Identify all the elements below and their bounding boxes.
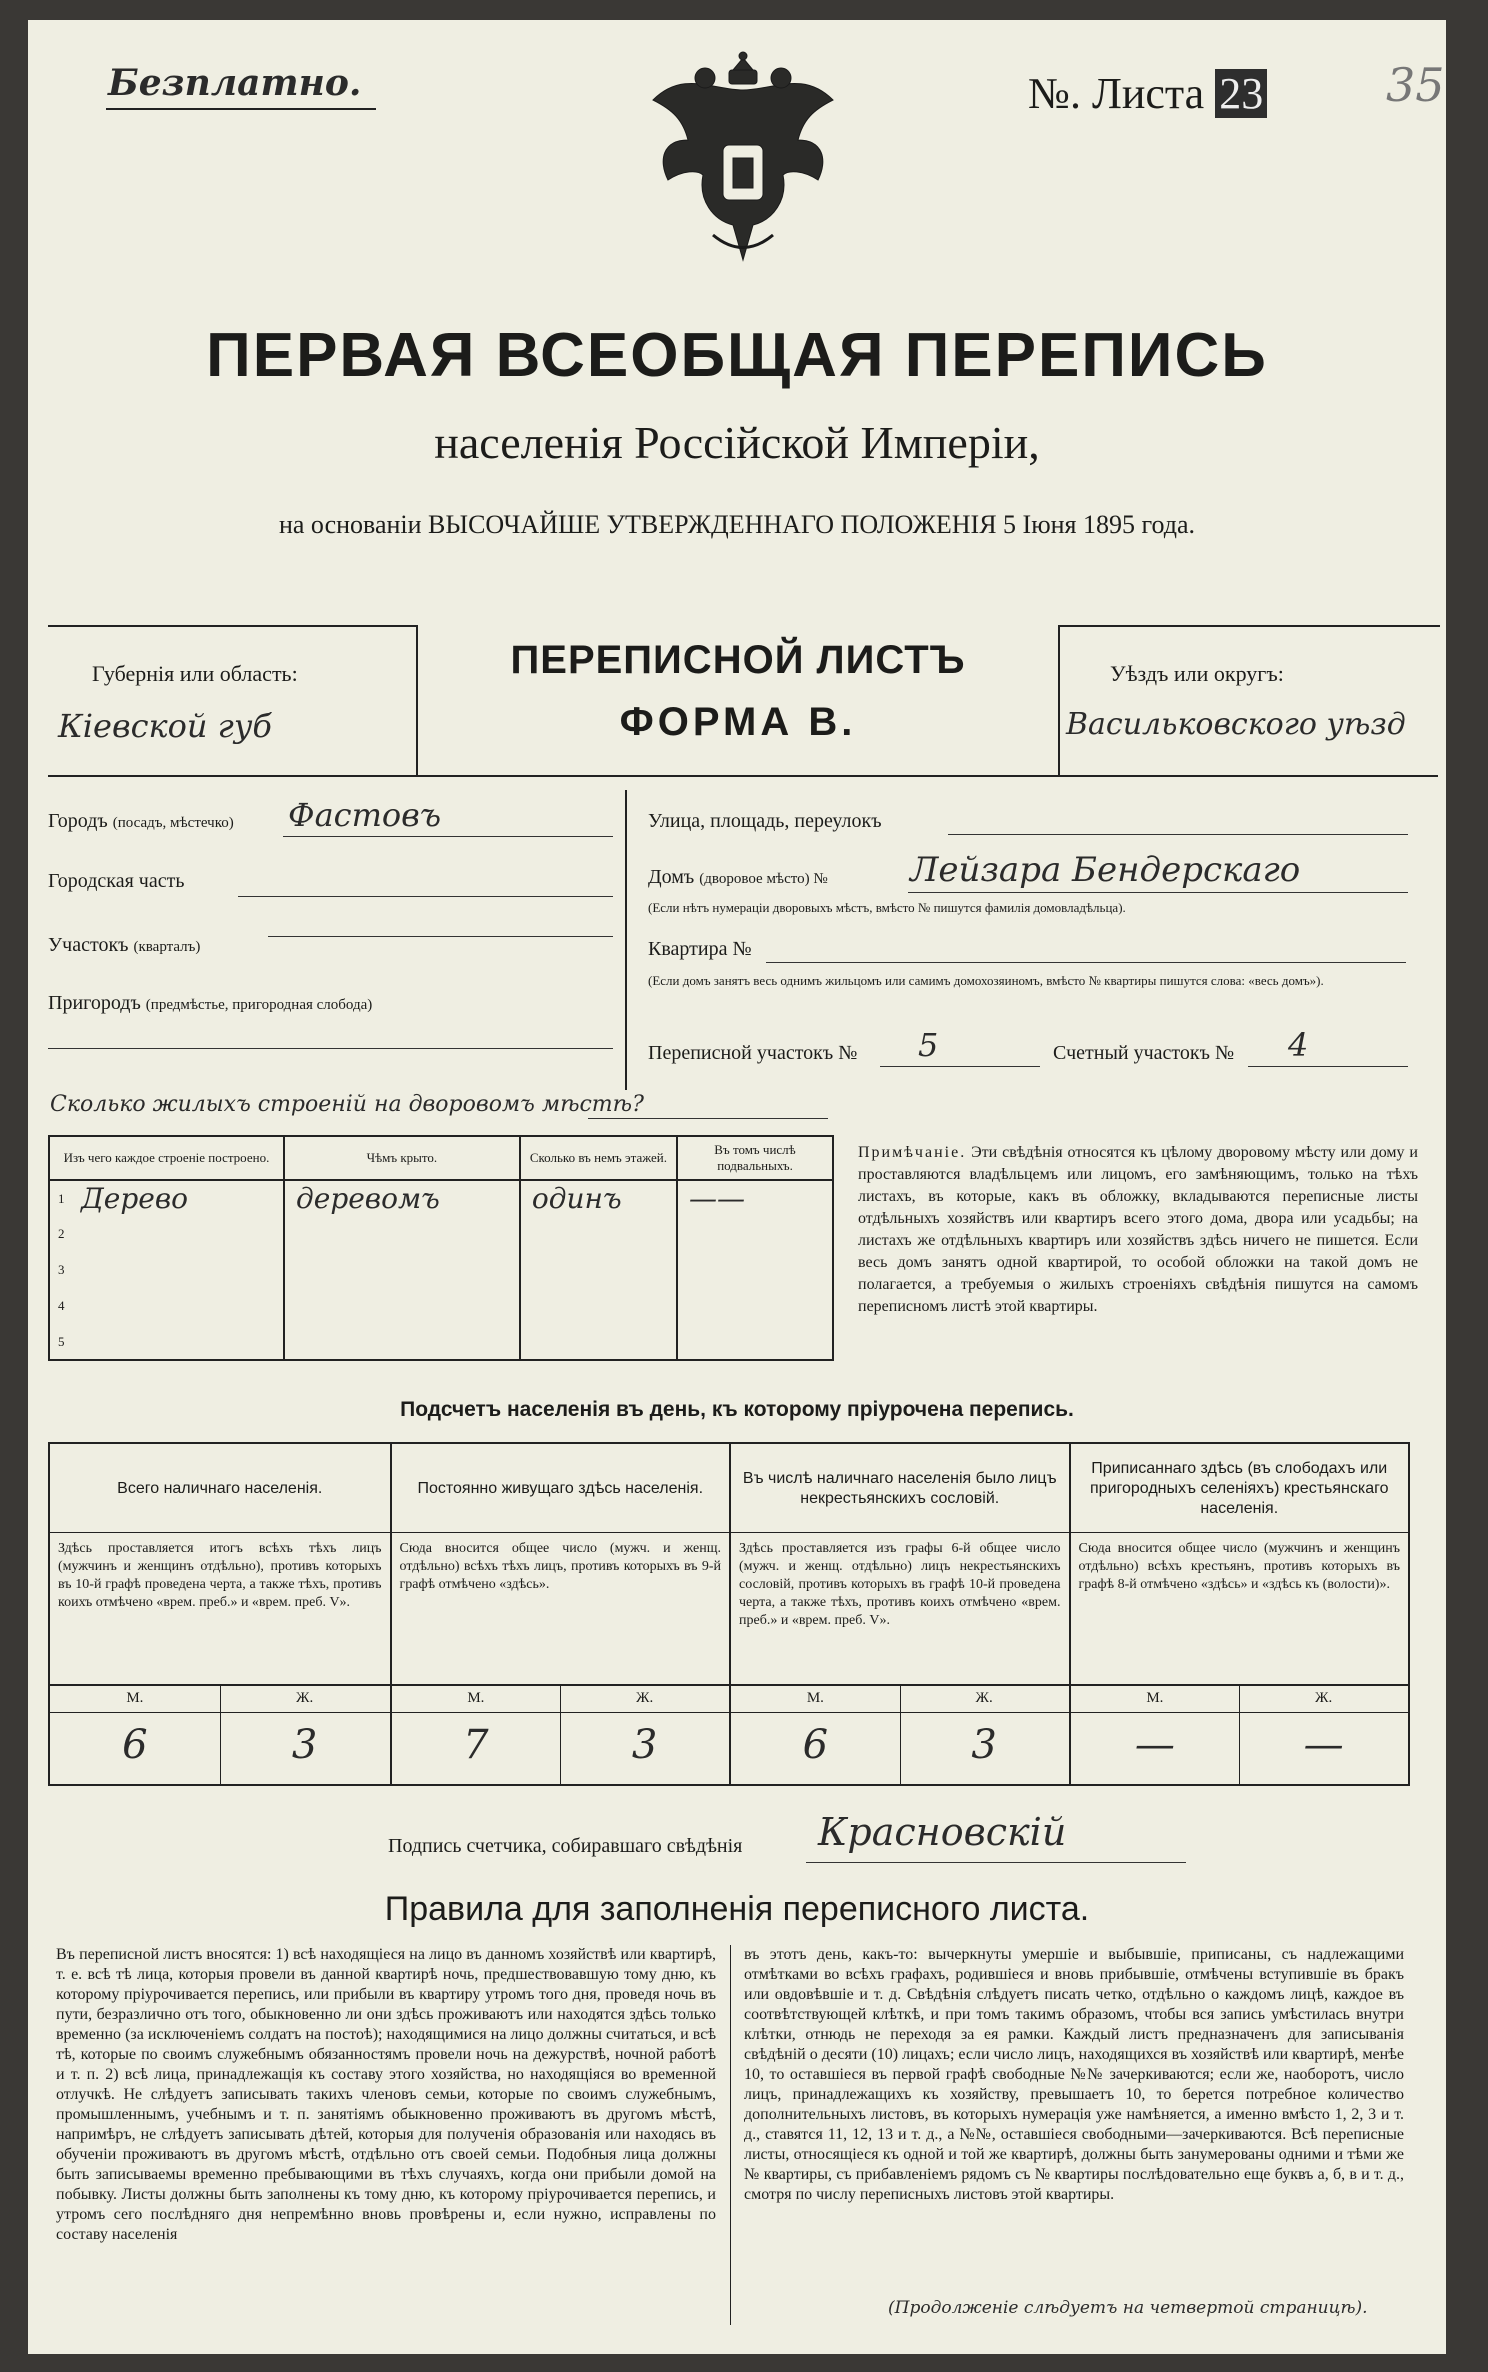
- buildings-cell-material: [49, 1216, 284, 1252]
- count-label-divider: [392, 1712, 730, 1713]
- count-value-m: 6: [802, 1722, 829, 1768]
- count-label-m: М.: [806, 1690, 824, 1706]
- buildings-question: Сколько жилыхъ строеній на дворовомъ мѣстѣ?: [50, 1092, 644, 1117]
- buildings-value-floors: одинъ: [531, 1182, 622, 1215]
- count-label-divider: [731, 1712, 1069, 1713]
- count-head-divider: [392, 1532, 730, 1533]
- corner-mark: 35: [1386, 58, 1445, 112]
- flat-note: (Если домъ занятъ весь однимъ жильцомъ или самимъ домохозяиномъ, вмѣсто № квартиры пишутся слова: «весь домъ»).: [648, 973, 1324, 988]
- count-column-desc: Сюда вносится общее число (мужч. и женщ. отдѣльно) всѣхъ тѣхъ лицъ, противъ которыхъ въ 9-й графѣ отмѣчено «здѣсь».: [399, 1541, 721, 1592]
- count-label-m: М.: [1146, 1690, 1164, 1706]
- buildings-value-roof: деревомъ: [296, 1182, 440, 1215]
- form-name: ПЕРЕПИСНОЙ ЛИСТЪ: [510, 638, 966, 682]
- buildings-cell-material: [49, 1324, 284, 1360]
- sheet-number-label: №. Листа: [1028, 69, 1205, 118]
- count-area-label: Счетный участокъ №: [1053, 1042, 1235, 1064]
- buildings-row: [49, 1324, 833, 1360]
- uezd-label: Уѣздъ или округъ:: [1110, 661, 1284, 686]
- buildings-header-material: Изъ чего каждое строеніе построено.: [49, 1136, 284, 1180]
- buildings-question-line: [588, 1118, 828, 1119]
- chast-line: [238, 896, 613, 897]
- count-column-head: Всего наличнаго населенія.: [117, 1480, 323, 1497]
- note-text: Эти свѣдѣнія относятся къ цѣлому дворовому мѣсту или дому и проставляются владѣльцемъ или лицомъ, его замѣняющимъ, только на тѣхъ листахъ, въ которые, какъ въ обложку, вкладываются переписные листы отдѣльныхъ хозяйствъ или квартиръ всего этого дома, двора или усадьбы; на листахъ же отдѣльныхъ квартиръ или хозяйствъ здѣсь ничего не пишется. Если весь домъ занятъ одной квартирой, то особой обложки на такой домъ не полагается, а требуемыя о жилыхъ строеніяхъ свѣдѣнія пишутся на самомъ переписномъ листѣ этой квартиры.: [858, 1144, 1418, 1315]
- count-label-m: М.: [467, 1690, 485, 1706]
- buildings-value-material: Дерево: [81, 1182, 188, 1215]
- buildings-row: [49, 1252, 833, 1288]
- buildings-value-basement: ——: [689, 1182, 746, 1215]
- census-area-value: 5: [918, 1026, 939, 1064]
- free-label: Безплатно.: [108, 62, 362, 104]
- uchastok-hint: (кварталъ): [133, 939, 201, 955]
- sheet-number-value: 23: [1215, 69, 1267, 118]
- gorod-hint: (посадъ, мѣстечко): [112, 815, 234, 831]
- house-label: Домъ: [648, 866, 695, 888]
- prigorod-row: [48, 992, 372, 1015]
- rules-col1: Въ переписной листъ вносятся: 1) всѣ находящіеся на лицо въ данномъ хозяйствѣ или квартирѣ, т. е. всѣ тѣ лица, которыя провели въ данной квартирѣ ночь, предшествовавшую тому дню, къ которому пріурочивается перепись, или прибыли въ квартиру утромъ того дня, проведя ночь въ пути, безразлично отъ того, обыкновенно ли они здѣсь проживаютъ или находятся здѣсь только временно (за исключеніемъ солдатъ на постоѣ); находящимися на лицо должны считаться, и всѣ тѣ, которые по своимъ служебнымъ обязанностямъ провели ночь на дежурствѣ, ночной работѣ и т. п. 2) всѣ лица, принадлежащія къ составу этого хозяйства, но находящіяся во временной отлучкѣ. Не слѣдуетъ записывать такихъ членовъ семьи, которые по своимъ служебнымъ, промышленнымъ, учебнымъ и т. п. занятіямъ обыкновенно проживаютъ въ другомъ мѣстѣ, напримѣръ, не слѣдуетъ записывать дѣтей, которыя для полученія образованія или находясь въ обученіи проживаютъ въ другомъ мѣстѣ, отдѣльно отъ своей семьи. Подобныя лица должны быть записываемы временно пребывающими въ тѣхъ случаяхъ, когда они прибыли домой на побывку. Листы должны быть заполнены къ тому дню, къ которому пріурочивается перепись, и утромъ сего послѣдняго дня непремѣнно вновь провѣрены и, если нужно, исправлены по составу населенія: [56, 1946, 716, 2243]
- uchastok-line: [268, 936, 613, 937]
- address-divider: [625, 790, 627, 1090]
- gubernia-box: [48, 625, 418, 777]
- gorod-line: [283, 836, 613, 837]
- count-column-head: Приписаннаго здѣсь (въ слободахъ или пригородныхъ селеніяхъ) крестьянскаго населенія.: [1090, 1460, 1389, 1517]
- rules-continued: (Продолженіе слѣдуетъ на четвертой страницѣ).: [888, 2298, 1368, 2318]
- count-value-zh: 3: [291, 1722, 318, 1768]
- basis-line: на основаніи ВЫСОЧАЙШЕ УТВЕРЖДЕННАГО ПОЛОЖЕНІЯ 5 Іюня 1895 года.: [278, 510, 1196, 539]
- uezd-value: Васильковского уѣзд: [1066, 707, 1406, 742]
- buildings-cell-floors: [520, 1324, 677, 1360]
- count-label-zh: Ж.: [296, 1690, 314, 1706]
- house-hint: (дворовое мѣсто) №: [699, 871, 828, 887]
- buildings-header-roof: Чѣмъ крыто.: [284, 1136, 520, 1180]
- count-column-head: Постоянно живущаго здѣсь населенія.: [417, 1480, 704, 1497]
- uezd-box: [1058, 625, 1440, 777]
- uchastok-label: Участокъ: [48, 934, 129, 956]
- signature-value: Красновскій: [818, 1810, 1067, 1854]
- buildings-cell-basement: [677, 1324, 833, 1360]
- buildings-cell-material: [49, 1252, 284, 1288]
- count-label-m: М.: [126, 1690, 144, 1706]
- count-label-divider: [50, 1712, 390, 1713]
- gorod-row: [48, 810, 234, 833]
- count-head-divider: [1071, 1532, 1409, 1533]
- rules-col2: въ этотъ день, какъ-то: вычеркнуты умершіе и выбывшіе, приписаны, съ надлежащими отмѣтками во всѣхъ графахъ, родившіеся и вновь прибывшіе, отмѣчены вступившіе въ бракъ или овдовѣвшіе и т. д. Свѣдѣнія слѣдуетъ писать четко, отдѣльно о каждомъ лицѣ, каждое въ соотвѣтствующей клѣткѣ, и при томъ такимъ образомъ, чтобы вся запись умѣстилась внутри клѣтки, отнюдь не переходя за ея рамки. Каждый листъ предназначенъ для записыванія свѣдѣній о десяти (10) лицахъ; если число лицъ, находящихся въ хозяйствѣ или квартирѣ, менѣе 10, то оставшіеся въ первой графѣ свободные №№ зачеркиваются; если же, наоборотъ, число лицъ, принадлежащихъ къ хозяйству, превышаетъ 10, то берется потребное количество дополнительныхъ листовъ, въ которыхъ нумерація уже намѣняется, а именно вмѣсто 1, 2, 3 и т. д., ставятся 11, 12, 13 и т. д., а №№, оставшіеся свободными—зачеркиваются. Всѣ переписные листы, относящіеся къ одной и той же квартирѣ, должны быть занумерованы одними и тѣми же № квартиры, съ прибавленіемъ рядомъ съ № квартиры послѣдовательно еще буквъ а, б, в и т. д., смотря по числу переписныхъ листовъ этой квартиры.: [744, 1946, 1404, 2203]
- count-value-m: 6: [122, 1722, 148, 1768]
- gubernia-value: Кіевской губ: [58, 707, 272, 745]
- count-table: [48, 1442, 1410, 1786]
- buildings-header-floors: Сколько въ немъ этажей.: [520, 1136, 677, 1180]
- buildings-row: [49, 1180, 833, 1216]
- house-value: Лейзара Бендерскаго: [910, 850, 1301, 890]
- flat-label: Квартира №: [648, 938, 752, 960]
- buildings-cell-floors: [520, 1252, 677, 1288]
- count-column: [390, 1444, 730, 1784]
- free-underline: [106, 108, 376, 110]
- street-line: [948, 834, 1408, 835]
- census-area-label: Переписной участокъ №: [648, 1042, 858, 1064]
- buildings-cell-floors: [520, 1180, 677, 1216]
- buildings-row-number: 5: [58, 1334, 65, 1349]
- rules-divider: [730, 1945, 731, 2325]
- count-head-divider: [731, 1532, 1069, 1533]
- buildings-cell-roof: [284, 1216, 520, 1252]
- gorod-value: Фастовъ: [288, 796, 442, 834]
- count-label-zh: Ж.: [1315, 1690, 1333, 1706]
- buildings-table: [48, 1135, 834, 1361]
- count-column-desc: Здѣсь проставляется изъ графы 6-й общее число (мужч. и женщ. отдѣльно) лицъ некрестьянскихъ сословій, противъ которыхъ въ графѣ 10-й проведена черта, а также тѣхъ, противъ коихъ отмѣчено «врем. преб.» и «врем. преб. V».: [739, 1541, 1061, 1628]
- count-column-head: Въ числѣ наличнаго населенія было лицъ некрестьянскихъ сословій.: [742, 1470, 1057, 1507]
- buildings-row-number: 3: [58, 1262, 65, 1277]
- buildings-cell-roof: [284, 1288, 520, 1324]
- uchastok-row: [48, 934, 200, 957]
- count-label-zh: Ж.: [636, 1690, 654, 1706]
- signature-line: [806, 1862, 1186, 1863]
- address-left: [48, 796, 623, 1070]
- house-row: [648, 866, 828, 889]
- count-column-desc: Здѣсь проставляется итогъ всѣхъ тѣхъ лицъ (мужчинъ и женщинъ отдѣльно), противъ которыхъ въ 10-й графѣ проведена черта, а также тѣхъ, противъ коихъ отмѣчено «врем. преб.» и «врем. преб. V».: [58, 1541, 382, 1610]
- count-label-divider: [1071, 1712, 1409, 1713]
- imperial-eagle-emblem: [643, 50, 843, 270]
- prigorod-line: [48, 1048, 613, 1049]
- count-value-zh: 3: [631, 1722, 658, 1768]
- chast-label: Городская часть: [48, 870, 185, 892]
- buildings-row: [49, 1216, 833, 1252]
- flat-line: [766, 962, 1406, 963]
- count-value-m: 7: [463, 1722, 489, 1768]
- buildings-cell-material: [49, 1180, 284, 1216]
- buildings-cell-material: [49, 1288, 284, 1324]
- form-label: ФОРМА В.: [619, 700, 857, 744]
- address-right: [648, 800, 1438, 1070]
- count-label-zh: Ж.: [975, 1690, 993, 1706]
- buildings-cell-basement: [677, 1288, 833, 1324]
- prigorod-label: Пригородъ: [48, 992, 141, 1014]
- count-value-m: —: [1134, 1722, 1175, 1768]
- count-area-line: [1248, 1066, 1408, 1067]
- rules-title: Правила для заполненія переписного листа.: [384, 1890, 1090, 1928]
- gorod-label: Городъ: [48, 810, 108, 832]
- gubernia-label: Губернія или область:: [92, 661, 298, 686]
- buildings-cell-floors: [520, 1216, 677, 1252]
- buildings-cell-floors: [520, 1288, 677, 1324]
- signature-label: Подпись счетчика, собиравшаго свѣдѣнія: [388, 1835, 743, 1857]
- count-area-value: 4: [1288, 1026, 1309, 1064]
- count-title: Подсчетъ населенія въ день, къ которому пріурочена перепись.: [400, 1398, 1074, 1421]
- count-column: [50, 1444, 390, 1784]
- buildings-cell-roof: [284, 1180, 520, 1216]
- buildings-header-basement: Въ томъ числѣ подвальныхъ.: [677, 1136, 833, 1180]
- header-divider: [48, 775, 1438, 777]
- buildings-row-number: 4: [58, 1298, 65, 1313]
- census-sheet: [28, 20, 1446, 2354]
- subtitle: населенія Россійской Имперіи,: [434, 417, 1040, 468]
- street-label: Улица, площадь, переулокъ: [648, 810, 882, 832]
- count-head-divider: [50, 1532, 390, 1533]
- buildings-rows: [49, 1180, 833, 1360]
- house-note: (Если нѣтъ нумераціи дворовыхъ мѣстъ, вмѣсто № пишутся фамилія домовладѣльца).: [648, 900, 1126, 915]
- count-column: [729, 1444, 1069, 1784]
- buildings-cell-roof: [284, 1252, 520, 1288]
- count-column-desc: Сюда вносится общее число (мужчинъ и женщинъ отдѣльно) всѣхъ крестьянъ, противъ которыхъ въ графѣ 8-й отмѣчено «здѣсь» и «здѣсь къ (волости)».: [1078, 1541, 1400, 1592]
- note-block: [858, 1142, 1418, 1318]
- census-area-line: [880, 1066, 1040, 1067]
- count-column: [1069, 1444, 1409, 1784]
- house-line: [908, 892, 1408, 893]
- sheet-number: [1028, 68, 1267, 119]
- buildings-cell-basement: [677, 1252, 833, 1288]
- buildings-row-number: 1: [58, 1191, 65, 1206]
- buildings-row-number: 2: [58, 1226, 65, 1241]
- buildings-row: [49, 1288, 833, 1324]
- buildings-cell-basement: [677, 1216, 833, 1252]
- count-value-zh: —: [1303, 1722, 1344, 1768]
- buildings-cell-basement: [677, 1180, 833, 1216]
- main-title: ПЕРВАЯ ВСЕОБЩАЯ ПЕРЕПИСЬ: [206, 321, 1268, 390]
- buildings-cell-roof: [284, 1324, 520, 1360]
- note-title: Примѣчаніе.: [858, 1144, 967, 1161]
- prigorod-hint: (предмѣстье, пригородная слобода): [145, 997, 373, 1013]
- count-value-zh: 3: [971, 1722, 997, 1768]
